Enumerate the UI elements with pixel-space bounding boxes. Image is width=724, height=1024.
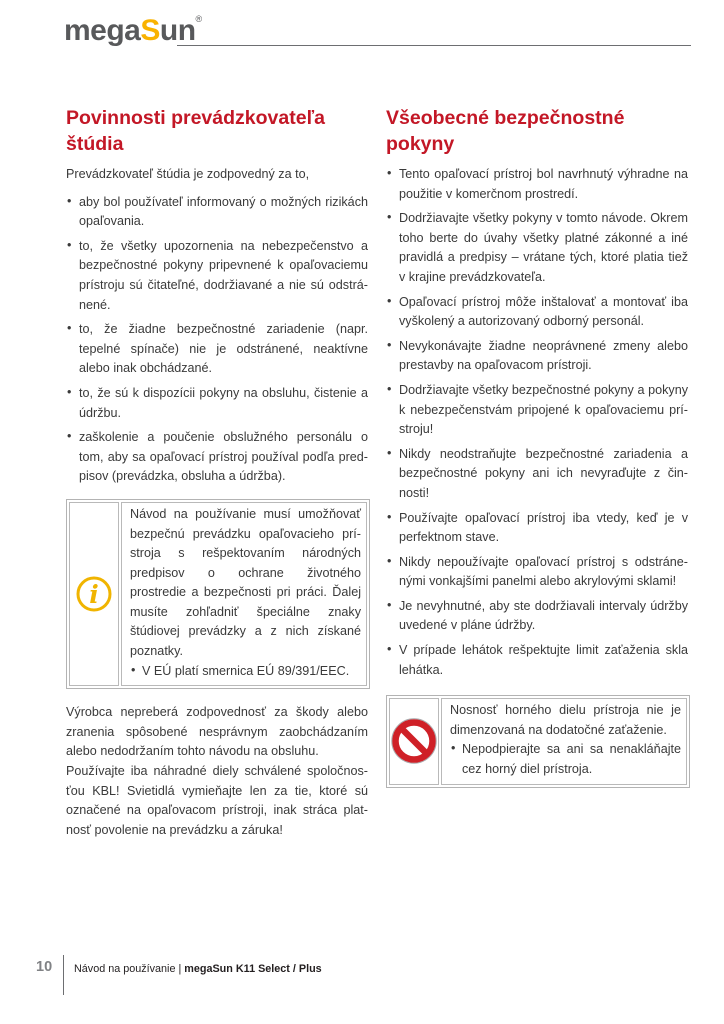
list-item-text: Tento opaľovací prístroj bol navrhnutý výhradne na použitie v komerčnom prostredí. [399,167,688,201]
list-item-text: Nikdy neodstraňujte bezpečnostné zariadenia a bezpečnostné pokyny ani ich nevyraďujte z činnosti! [399,446,688,500]
list-item-text: Nevykonávajte žiadne neoprávnené zmeny alebo prestavby na opaľovacom prístroji. [399,338,688,373]
info-icon-glyph: i [89,580,99,610]
bullet-marker: • [131,662,136,677]
list-item-text: Nikdy nepoužívajte opaľovací prístroj s odstránenými vonkajšími panelmi alebo akrylovými sklami! [399,554,688,589]
bullet-marker: • [387,293,392,308]
list-item-text: to, že všetky upozornenia na nebezpečenstvo a bezpečnostné pokyny pripevnené k opaľovaciemu prístroju sú čitateľné, dodržiavané a nie sú odstránené. [79,238,368,312]
list-item-text: to, že žiadne bezpečnostné zariadenie (napr. tepelné spínače) nie je odstránené, neaktívne alebo inak obchádzané. [79,322,368,376]
warning-box-text-cell [441,698,687,784]
bullet-marker: • [387,553,392,568]
footer-divider [63,955,64,995]
list-item [386,381,688,440]
info-box-text: Návod na používanie musí umožňovať bezpečnú prevádzku opaľovacieho prístroja s rešpektovaním národných predpisov o ochrane životného prostredie a bezpečnosti pri práci. Ďalej musíte zohľadniť špeciálne znaky štúdiovej prevádzky a z nich získané poznatky. [130,506,361,659]
section-heading-general-safety: Všeobecné bezpečnostné pokyny [386,107,625,155]
liability-paragraph: Výrobca nepreberá zodpovednosť za škody alebo zranenia spôsobené nesprávnym zaobchádzaním alebo nedodržaním tohto návodu na obsluhu. [66,705,368,759]
list-item-text: Opaľovací prístroj môže inštalovať a montovať iba vyškolený a autorizovaný odborný personál. [399,294,688,329]
info-box [66,499,370,689]
info-box-icon-cell [69,502,119,686]
list-item-text: Používajte opaľovací prístroj iba vtedy, keď je v perfektnom stave. [399,510,688,545]
list-item-text: V EÚ platí smernica EÚ 89/391/EEC. [142,663,350,678]
bullet-marker: • [387,337,392,352]
list-item [130,662,361,682]
intro-paragraph: Prevádzkovateľ štúdia je zodpovedný za to, [66,167,310,181]
bullet-marker: • [67,193,72,208]
page-number: 10 [36,959,53,975]
list-item-text: Je nevyhnutné, aby ste dodržiavali intervaly údržby uvedené v pláne údržby. [399,598,688,633]
list-item [66,428,368,487]
list-item [386,209,688,287]
logo-text-prefix: mega [64,14,141,47]
bullet-marker: • [387,509,392,524]
list-item [66,237,368,315]
page-footer [0,952,724,1000]
prohibition-icon [391,718,437,764]
list-item-text: Dodržiavajte všetky bezpečnostné pokyny a pokyny k nebezpečenstvám pripojené k opaľovaciemu prístroju! [399,382,688,437]
bullet-marker: • [387,642,392,657]
bullet-marker: • [387,210,392,225]
logo-accent-letter: S [140,14,160,47]
warning-box-text: Nosnosť horného dielu prístroja nie je dimenzovaná na dodatočné zaťaženie. [450,703,681,737]
bullet-marker: • [387,445,392,460]
footer-product-name: megaSun K11 Select / Plus [184,963,322,975]
footer-separator: | [178,963,182,975]
spare-parts-paragraph: Používajte iba náhradné diely schválené spoločnosťou KBL! Svietidlá vymieňajte len za tie, ktoré sú označené na opaľovacom prístroji, inak stráca platnosť povolenie na prevádzku a záruka! [66,764,368,837]
list-item-text: Nepodpierajte sa ani sa nenakláňajte cez horný diel prístroja. [462,742,681,777]
list-item [66,193,368,232]
list-item [66,384,368,423]
bullet-marker: • [387,381,392,396]
list-item [386,597,688,636]
list-item [386,641,688,680]
list-item-text: V prípade lehátok rešpektujte limit zaťaženia skla lehátka. [399,643,688,677]
megasun-logo [64,14,202,48]
registered-trademark-symbol: ® [195,14,203,24]
left-column [66,106,368,840]
bullet-marker: • [67,384,72,399]
warning-box-icon-cell [389,698,439,784]
bullet-marker: • [67,429,72,444]
list-item [66,320,368,379]
header-rule [177,45,691,46]
bullet-marker: • [451,741,456,756]
info-box-text-cell [121,502,367,686]
logo-text-suffix: un [159,14,196,47]
bullet-marker: • [387,597,392,612]
list-item-text: to, že sú k dispozícii pokyny na obsluhu, čistenie a údržbu. [79,385,368,420]
right-column [386,106,688,788]
list-item [450,740,681,779]
section-heading-operator-duties: Povinnosti prevádzkovateľa štúdia [66,107,325,155]
footer-label: Návod na používanie [74,963,176,975]
list-item [386,337,688,376]
info-icon [75,575,113,613]
warning-box [386,695,690,787]
list-item [386,553,688,592]
list-item [386,293,688,332]
list-item [386,165,688,204]
bullet-marker: • [67,321,72,336]
bullet-marker: • [387,166,392,180]
list-item [386,509,688,548]
list-item-text: aby bol používateľ informovaný o možných rizikách opaľovania. [79,194,368,229]
list-item [386,445,688,504]
footer-text [74,963,322,975]
list-item-text: zaškolenie a poučenie obslužného personálu o tom, aby sa opaľovací prístroj používal podľa predpisov (prevádzka, obsluha a údržba). [79,430,368,484]
bullet-marker: • [67,237,72,252]
list-item-text: Dodržiavajte všetky pokyny v tomto návode. Okrem toho berte do úvahy všetky platné zákonné a iné pravidlá a predpisy – vrátane tých, ktoré platia tiež v krajine prevádzkovateľa. [399,211,688,284]
